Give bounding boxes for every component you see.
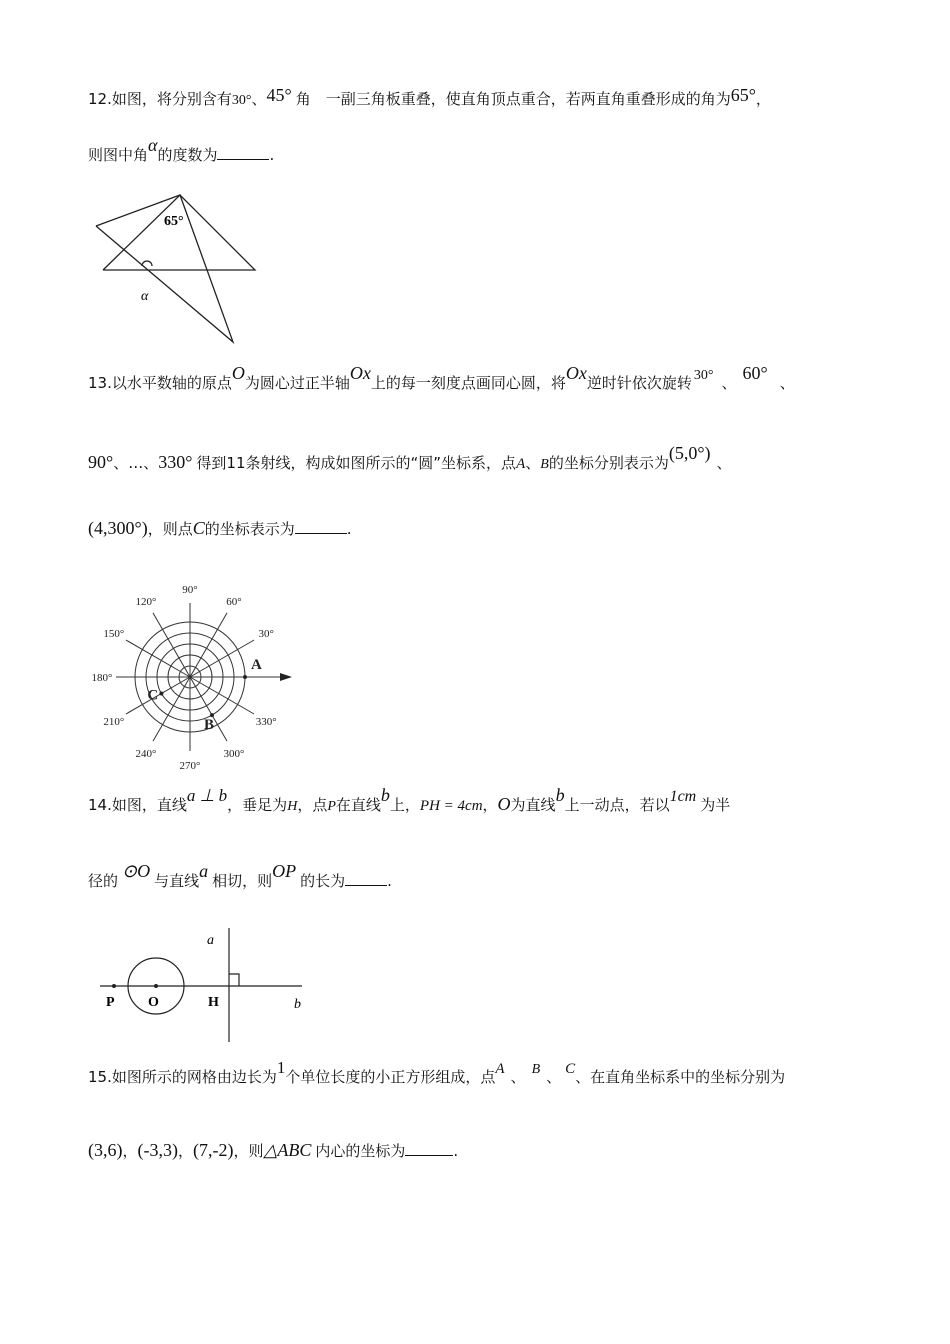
answer-blank-12[interactable] [217,145,269,160]
angle-65-label: 65° [164,214,184,229]
angle-label-120: 120° [135,595,157,608]
label-P: P [106,995,115,1010]
q13-line1: 13.以水平数轴的原点O为圆心过正半轴Ox上的每一刻度点画同心圆，将Ox逆时针依次旋转 30° 、 60° 、 [88,363,795,392]
q15-line2: (3,6)，(-3,3)，(7,-2)，则△ABC 内心的坐标为 . [88,1140,459,1160]
point-A-label: A [251,657,262,673]
label-a: a [207,933,214,948]
alpha-label: α [141,289,149,304]
q15-line1: 15.如图所示的网格由边长为1个单位长度的小正方形组成，点A 、 B 、 C、在直角坐标系中的坐标分别为 [88,1058,786,1086]
angle-label-180: 180° [91,672,113,684]
alpha-arc [142,261,152,266]
axis-arrow [280,673,292,681]
angle-label-90: 90° [182,584,198,596]
angle-label-240: 240° [135,748,157,761]
answer-blank-13[interactable] [295,519,347,534]
point-B-label: B [204,717,215,734]
q14-line2: 径的 ⊙O 与直线a 相切，则OP 的长为 . [88,861,392,890]
angle-label-30: 30° [258,628,274,640]
point-O-dot [154,984,158,988]
q12-line1: 12.如图，将分别含有30°、45° 角 一副三角板重叠，使直角顶点重合，若两直角重叠形成的角为65°， [88,85,771,108]
label-H: H [208,995,219,1010]
point-C-label: C [147,687,159,704]
angle-label-150: 150° [103,628,125,640]
angle-label-330: 330° [255,716,277,728]
point-C-dot [159,692,163,696]
answer-blank-15[interactable] [405,1141,453,1156]
polar-coordinate-figure [86,584,306,774]
right-angle-mark [229,974,239,986]
q14-line1: 14.如图，直线a ⊥ b，垂足为H，点P在直线b上，PH = 4cm，O为直线b上一动点，若以1cm 为半 [88,785,731,814]
label-O: O [148,995,159,1010]
angle-label-300: 300° [223,748,245,761]
angle-label-60: 60° [226,595,242,608]
answer-blank-14[interactable] [345,871,387,886]
angle-label-270: 270° [179,760,201,772]
q14-figure [92,924,332,1054]
q12-figure [88,190,288,350]
triangle-45 [103,195,255,270]
angle-label-210: 210° [103,716,125,728]
label-b: b [294,997,301,1012]
point-P-dot [112,984,116,988]
q13-line2: 90°、…、330° 得到11条射线，构成如图所示的“圆”坐标系，点A、B的坐标分别表示为(5,0°) 、 [88,443,732,472]
q12-line2: 则图中角α的度数为 . [88,135,275,164]
point-A-dot [243,675,247,679]
q13-line3: (4,300°)，则点C的坐标表示为 . [88,518,352,538]
